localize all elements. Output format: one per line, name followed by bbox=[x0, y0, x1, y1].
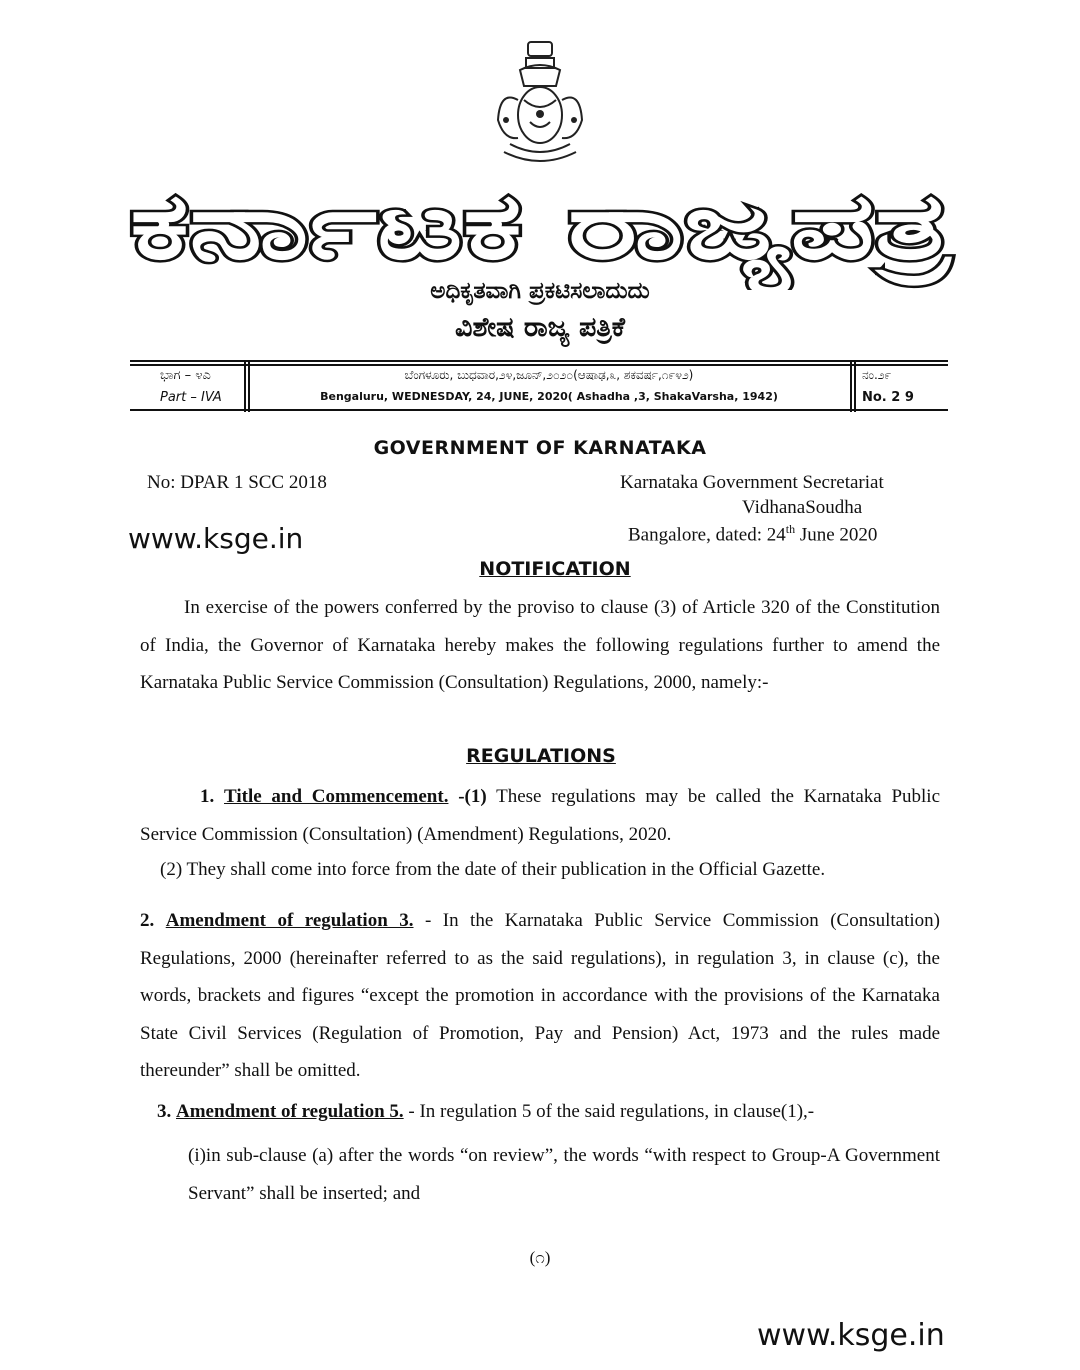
section-3-item-i-text: (i)in sub-clause (a) after the words “on review”, the words “with respect to Group-A Government Servant” shall be inserted; and bbox=[188, 1145, 940, 1204]
section-2 bbox=[140, 902, 940, 1090]
date-suffix-sup: th bbox=[785, 522, 796, 536]
date-prefix: Bangalore, dated: 24 bbox=[628, 524, 786, 546]
masthead-subtitle-official: ಅಧಿಕೃತವಾಗಿ ಪ್ರಕಟಿಸಲಾದುದು bbox=[430, 278, 650, 304]
section-1-clause-2-text: (2) They shall come into force from the date of their publication in the Official Gazette. bbox=[160, 859, 826, 880]
section-1-number: 1. bbox=[200, 786, 215, 807]
section-1-title: Title and Commencement. bbox=[224, 786, 449, 807]
header-divider bbox=[248, 360, 250, 412]
section-1-clause-1 bbox=[140, 778, 940, 853]
section-1-subclause-lead: -(1) bbox=[458, 786, 487, 807]
header-divider bbox=[854, 360, 856, 412]
header-bottom-rule bbox=[130, 409, 948, 411]
section-1 bbox=[140, 778, 940, 853]
section-3 bbox=[157, 1093, 940, 1131]
section-2-title: Amendment of regulation 3. bbox=[165, 910, 414, 931]
section-3-body: - In regulation 5 of the said regulations, in clause(1),- bbox=[403, 1101, 815, 1122]
website-watermark-top: www.ksge.in bbox=[128, 522, 304, 555]
reference-number: No: DPAR 1 SCC 2018 bbox=[147, 472, 327, 493]
part-label-english: Part – IVA bbox=[160, 390, 222, 405]
secretariat-line-1: Karnataka Government Secretariat bbox=[620, 472, 884, 493]
section-1-subclause-1-text: These regulations may be called the Karnataka Public Service Commission (Consultation) (Amendment) Regulations, 2020. bbox=[140, 786, 941, 845]
issue-date-english: Bengaluru, WEDNESDAY, 24, JUNE, 2020( Ashadha ,3, ShakaVarsha, 1942) bbox=[320, 390, 778, 403]
section-3-number: 3. bbox=[157, 1101, 172, 1122]
page-number: (೧) bbox=[529, 1248, 551, 1267]
website-watermark-bottom: www.ksge.in bbox=[757, 1318, 945, 1353]
issue-date-kannada: ಬೆಂಗಳೂರು, ಬುಧವಾರ,೨೪,ಜೂನ್,೨೦೨೦(ಆಷಾಢ,೩, ಶಕವರ್ಷ,೧೯೪೨) bbox=[404, 368, 694, 382]
header-divider bbox=[244, 360, 246, 412]
secretariat-date bbox=[628, 522, 877, 546]
date-month-year: June 2020 bbox=[795, 524, 878, 546]
issue-number-english: No. 2 9 bbox=[862, 390, 914, 405]
section-3-text bbox=[157, 1093, 940, 1131]
section-3-item-i bbox=[188, 1137, 940, 1212]
masthead-subtitle-extraordinary: ವಿಶೇಷ ರಾಜ್ಯ ಪತ್ರಿಕೆ bbox=[455, 312, 625, 343]
intro-paragraph bbox=[140, 589, 940, 702]
header-divider bbox=[850, 360, 852, 412]
part-label-kannada: ಭಾಗ – ೪ಎ bbox=[160, 368, 211, 383]
government-heading: GOVERNMENT OF KARNATAKA bbox=[373, 437, 707, 459]
intro-text: In exercise of the powers conferred by the proviso to clause (3) of Article 320 of the Constitution of India, the Governor of Karnataka hereby makes the following regulations further to amend the Karnataka Public Service Commission (Consultation) Regulations, 2000, namely:- bbox=[140, 597, 940, 693]
notification-heading: NOTIFICATION bbox=[479, 558, 631, 580]
masthead-title bbox=[120, 150, 960, 290]
masthead-title-text: ಕರ್ನಾಟಕ ರಾಜ್ಯಪತ್ರ bbox=[130, 173, 704, 280]
header-top-rule-2 bbox=[130, 364, 948, 366]
section-1-clause-2 bbox=[140, 853, 940, 887]
section-3-title: Amendment of regulation 5. bbox=[176, 1101, 404, 1122]
section-2-body: - In the Karnataka Public Service Commission (Consultation) Regulations, 2000 (hereinafter referred to as the said regulations), in regulation 3, in clause (c), the words, brackets and figures “except the promotion in accordance with the provisions of the Karnataka State Civil Services (Regulation of Promotion, Pay and Pension) Act, 1973 and the rules made thereunder” shall be omitted. bbox=[140, 910, 940, 1081]
header-top-rule bbox=[130, 360, 948, 362]
secretariat-line-2: VidhanaSoudha bbox=[742, 497, 863, 518]
section-2-text bbox=[140, 902, 940, 1090]
issue-number-kannada: ನಂ.೨೯ bbox=[862, 368, 892, 382]
section-2-number: 2. bbox=[140, 910, 155, 931]
regulations-heading: REGULATIONS bbox=[466, 745, 616, 767]
